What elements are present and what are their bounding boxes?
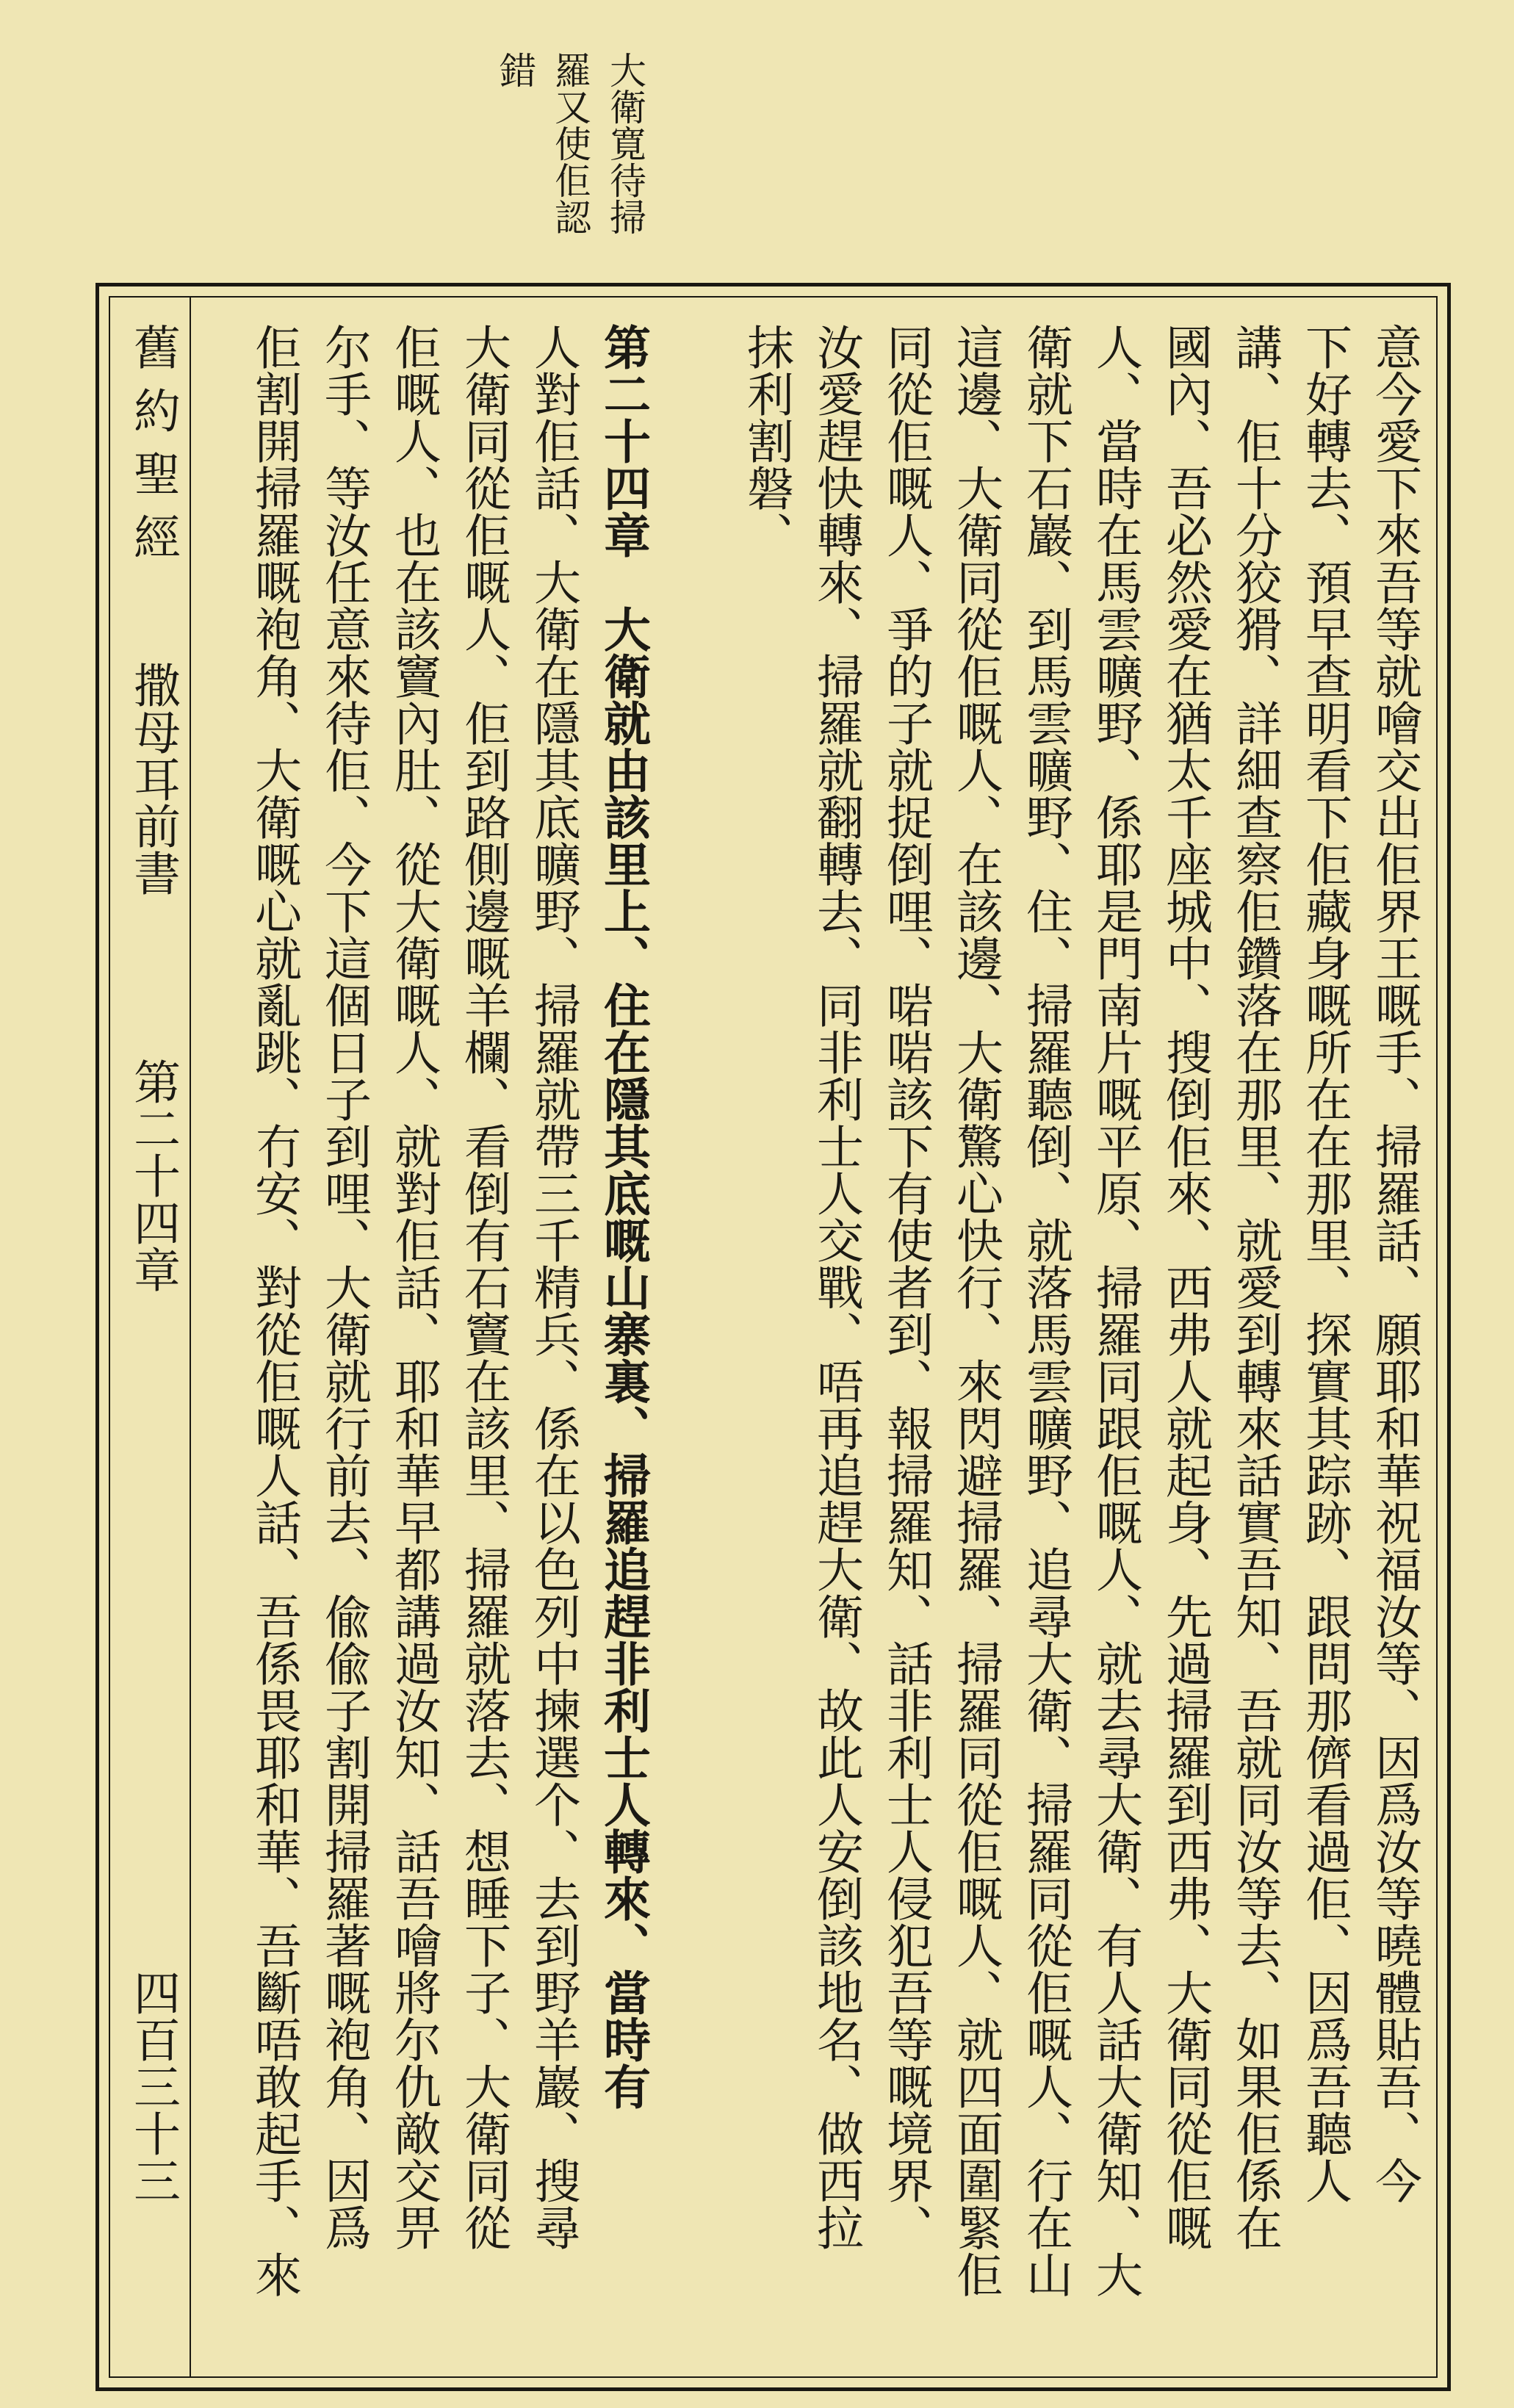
text-column: 同從佢嘅人、爭的子就捉倒哩、啱啱該下有使者到、報掃羅知、話非利士人侵犯吾等嘅境界、: [879, 323, 933, 2251]
running-book: 撒母耳前書: [126, 661, 180, 896]
text-column: 人、當時在馬雲曠野、係耶是門南片嘅平原、掃羅同跟佢嘅人、就去尋大衛、有人話大衛知、大: [1088, 323, 1142, 2298]
marginal-note: [481, 51, 657, 279]
running-chapter: 第二十四章: [126, 1058, 180, 1293]
text-column: 下好轉去、預早查明看下佢藏身嘅所在在那里、探實其踪跡、跟問那儕看過佢、因爲吾聽人: [1297, 323, 1352, 2204]
text-column: 意今愛下來吾等就噲交出佢界王嘅手、掃羅話、願耶和華祝福汝等、因爲汝等曉體貼吾、今: [1367, 323, 1421, 2204]
text-column: 這邊、大衛同從佢嘅人、在該邊、大衛驚心快行、來閃避掃羅、掃羅同從佢嘅人、就四面圍緊佢: [948, 323, 1003, 2298]
page-number: 四百三十三: [126, 1969, 180, 2204]
chapter-heading-column: 第二十四章 大衛就由該里上、住在隱其底嘅山寨裏、掃羅追趕非利士人轉來、當時有: [596, 323, 651, 2110]
text-column: 抹利割磐、: [739, 323, 793, 558]
text-column: 汝愛趕快轉來、掃羅就翻轉去、同非利士人交戰、唔再追趕大衛、故此人安倒該地名、做西拉: [809, 323, 863, 2251]
header-divider-rule: [190, 296, 191, 2378]
marginal-note-line: 大衛寛待掃: [604, 51, 646, 235]
text-column: 國內、吾必然愛在猶太千座城中、搜倒佢來、西弗人就起身、先過掃羅到西弗、大衛同從佢嘅: [1158, 323, 1212, 2251]
marginal-note-line: 錯: [494, 51, 536, 88]
text-column: 大衛同從佢嘅人、佢到路側邊嘅羊欄、看倒有石竇在該里、掃羅就落去、想睡下子、大衛同從: [456, 323, 511, 2251]
text-column: 講、佢十分狡猾、詳細查察佢鑽落在那里、就愛到轉來話實吾知、吾就同汝等去、如果佢係在: [1228, 323, 1282, 2251]
text-column: 尔手、等汝任意來待佢、今下這個日子到哩、大衛就行前去、偸偸子割開掃羅著嘅袍角、因爲: [317, 323, 371, 2251]
text-column: 佢割開掃羅嘅袍角、大衛嘅心就亂跳、冇安、對從佢嘅人話、吾係畏耶和華、吾斷唔敢起手、來: [247, 323, 301, 2298]
marginal-note-line: 羅又使佢認: [549, 51, 591, 235]
text-column: 佢嘅人、也在該竇內肚、從大衛嘅人、就對佢話、耶和華早都講過汝知、話吾噲將尔仇敵交畀: [386, 323, 441, 2251]
text-column: 人對佢話、大衛在隱其底曠野、掃羅就帶三千精兵、係在以色列中揀選个、去到野羊巖、搜尋: [526, 323, 580, 2251]
running-title: 舊約聖經: [126, 323, 180, 576]
text-column: 衛就下石巖、到馬雲曠野、住、掃羅聽倒、就落馬雲曠野、追尋大衛、掃羅同從佢嘅人、行在山: [1018, 323, 1073, 2298]
